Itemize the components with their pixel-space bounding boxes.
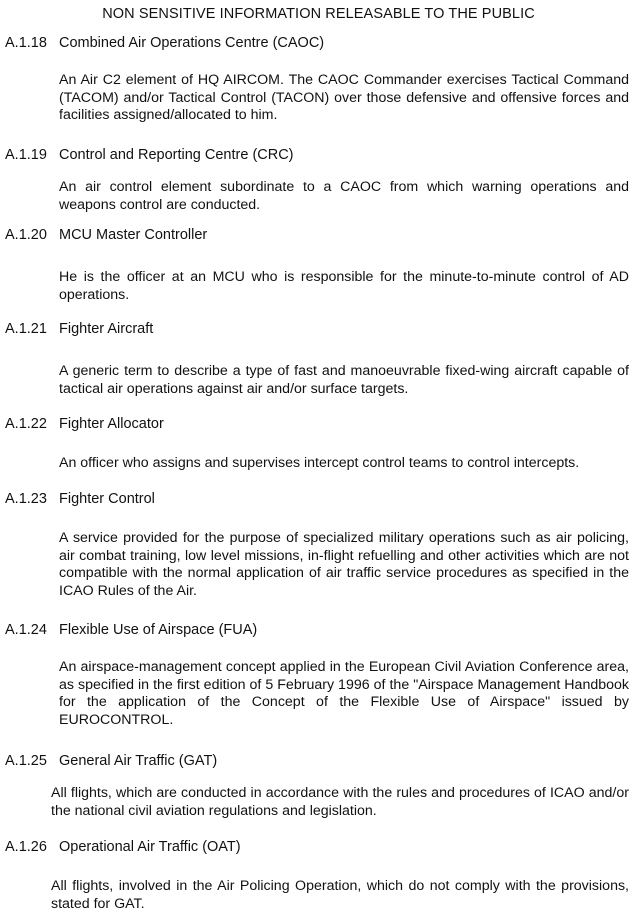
term-definition-a-1-25: All flights, which are conducted in accordance with the rules and procedures of ICAO and/or the national civil aviation regulations and legislation. — [51, 785, 629, 819]
term-heading-a-1-23 — [5, 490, 155, 508]
term-number: A.1.25 — [5, 753, 47, 769]
term-heading-a-1-25 — [5, 752, 217, 770]
term-number: A.1.19 — [5, 147, 47, 163]
term-definition-a-1-20: He is the officer at an MCU who is responsible for the minute-to-minute control of AD operations. — [59, 269, 629, 303]
term-number: A.1.22 — [5, 416, 47, 432]
term-title: Combined Air Operations Centre (CAOC) — [59, 35, 325, 51]
term-title: Operational Air Traffic (OAT) — [59, 839, 241, 855]
term-heading-a-1-26 — [5, 838, 241, 856]
term-definition-a-1-18: An Air C2 element of HQ AIRCOM. The CAOC Commander exercises Tactical Command (TACOM) and/or Tactical Control (TACON) over those defensive and offensive forces and facilities assigned/allocated to him. — [59, 72, 629, 123]
term-definition-a-1-24: An airspace-management concept applied in the European Civil Aviation Conference area, as specified in the first edition of 5 February 1996 of the "Airspace Management Handbook for the application of the Concept of the Flexible Use of Airspace" issued by EUROCONTROL. — [59, 659, 629, 728]
term-heading-a-1-22 — [5, 415, 164, 433]
term-number: A.1.20 — [5, 227, 47, 243]
term-title: Flexible Use of Airspace (FUA) — [59, 622, 258, 638]
term-heading-a-1-20 — [5, 226, 207, 244]
term-title: Fighter Aircraft — [59, 321, 154, 337]
term-number: A.1.26 — [5, 839, 47, 855]
term-title: General Air Traffic (GAT) — [59, 753, 218, 769]
term-number: A.1.24 — [5, 622, 47, 638]
term-title: Fighter Allocator — [59, 416, 164, 432]
term-title: Fighter Control — [59, 491, 155, 507]
page-header: NON SENSITIVE INFORMATION RELEASABLE TO THE PUBLIC — [102, 6, 535, 22]
term-heading-a-1-21 — [5, 320, 153, 338]
term-definition-a-1-19: An air control element subordinate to a CAOC from which warning operations and weapons control are conducted. — [59, 179, 629, 213]
term-number: A.1.23 — [5, 491, 47, 507]
term-definition-a-1-23: A service provided for the purpose of specialized military operations such as air policing, air combat training, low level missions, in-flight refuelling and other activities which are not compatible with the normal application of air traffic service procedures as specified in the ICAO Rules of the Air. — [59, 530, 629, 599]
term-number: A.1.18 — [5, 35, 47, 51]
term-number: A.1.21 — [5, 321, 47, 337]
term-definition-a-1-26: All flights, involved in the Air Policing Operation, which do not comply with the provisions, stated for GAT. — [51, 878, 629, 912]
term-title: Control and Reporting Centre (CRC) — [59, 147, 294, 163]
term-heading-a-1-18 — [5, 34, 324, 52]
term-definition-a-1-21: A generic term to describe a type of fast and manoeuvrable fixed-wing aircraft capable of tactical air operations against air and/or surface targets. — [59, 363, 629, 397]
term-title: MCU Master Controller — [59, 227, 208, 243]
term-definition-a-1-22: An officer who assigns and supervises intercept control teams to control intercepts. — [59, 455, 580, 471]
term-heading-a-1-19 — [5, 146, 294, 164]
term-heading-a-1-24 — [5, 621, 257, 639]
